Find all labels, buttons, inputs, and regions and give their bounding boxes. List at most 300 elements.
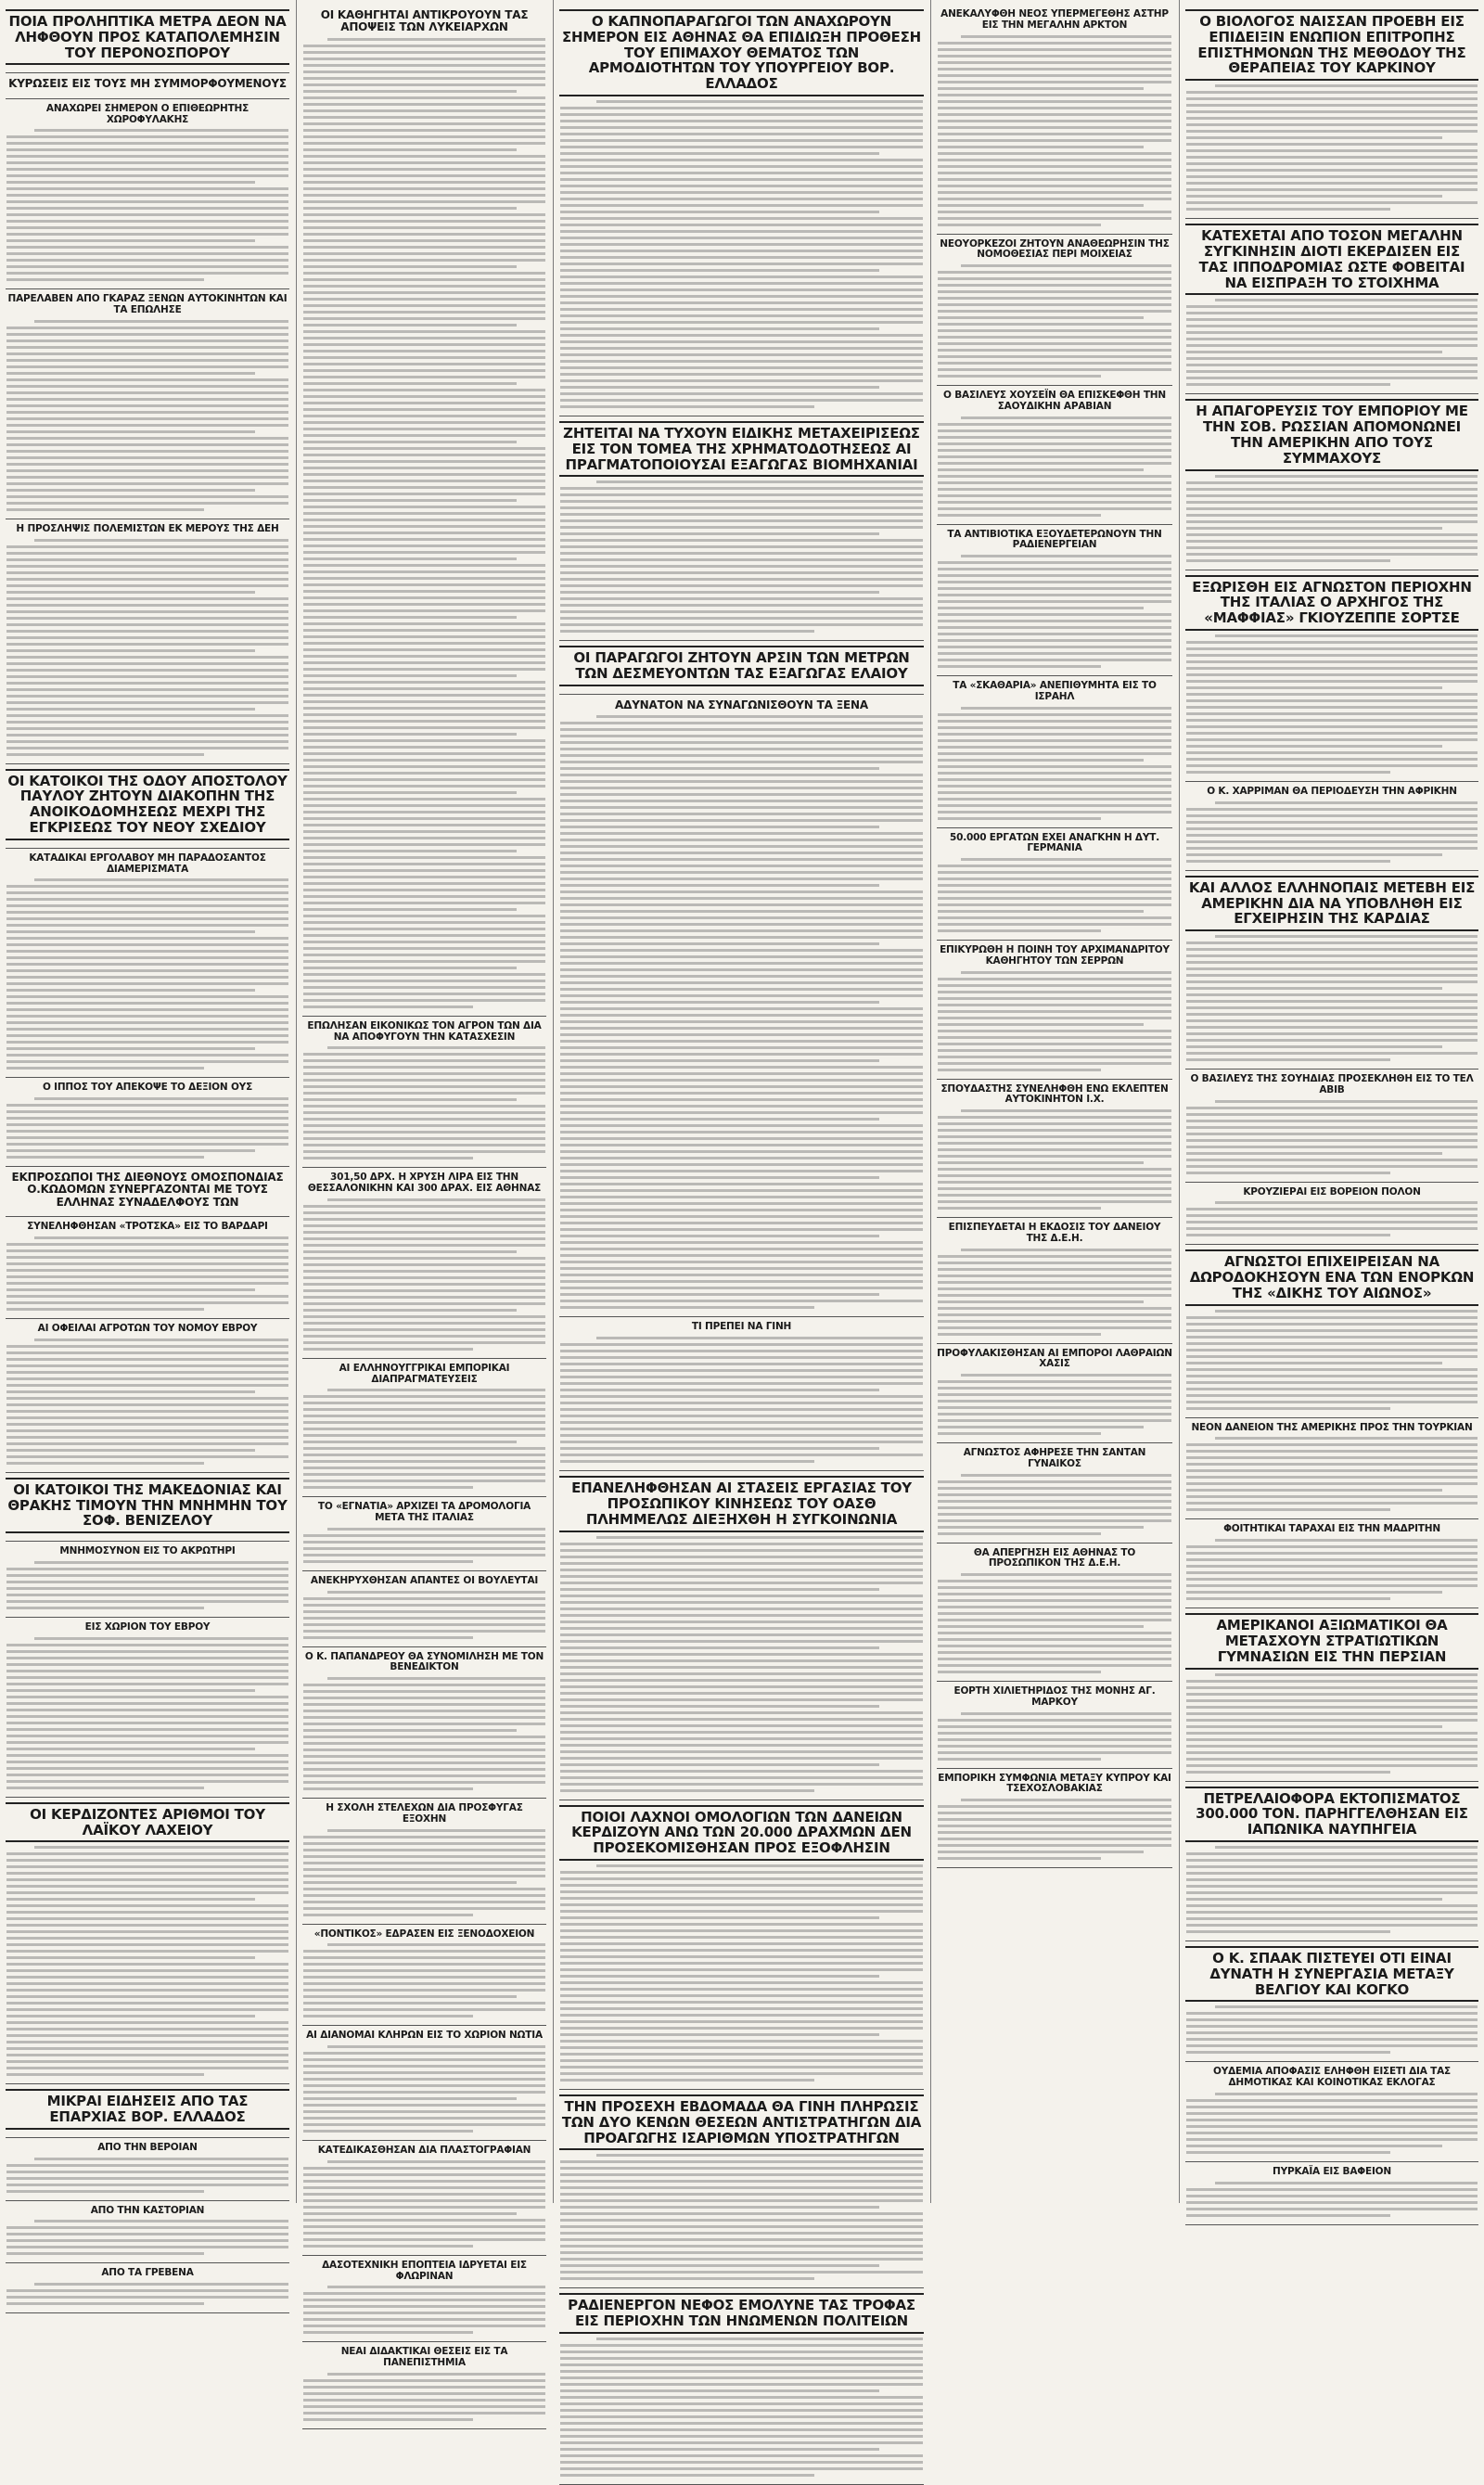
text-line xyxy=(303,869,545,872)
article-body xyxy=(302,1389,546,1489)
text-line xyxy=(560,399,923,402)
text-line xyxy=(961,1249,1171,1251)
text-line xyxy=(560,1280,923,1283)
text-line xyxy=(1186,123,1478,126)
text-line xyxy=(303,2186,545,2189)
text-line xyxy=(6,333,288,336)
text-line xyxy=(6,450,288,453)
text-line xyxy=(560,2441,923,2444)
text-line xyxy=(6,469,288,472)
article-separator xyxy=(302,1570,546,1571)
article-separator xyxy=(937,385,1172,386)
text-line xyxy=(560,1975,879,1978)
article-body xyxy=(937,1374,1172,1435)
text-line xyxy=(938,329,1171,332)
text-line xyxy=(303,772,545,775)
text-line xyxy=(303,583,545,586)
article-body xyxy=(937,858,1172,932)
article-headline: ΤΙ ΠΡΕΠΕΙ ΝΑ ΓΙΝΗ xyxy=(691,1321,792,1333)
text-line xyxy=(938,1313,1171,1316)
text-line xyxy=(560,224,923,226)
text-line xyxy=(560,2363,923,2366)
text-line xyxy=(303,785,545,788)
text-line xyxy=(6,2246,288,2248)
text-line xyxy=(560,1627,923,1630)
text-line xyxy=(1186,1139,1478,1142)
text-line xyxy=(303,2418,473,2421)
text-line xyxy=(560,1040,923,1043)
text-line xyxy=(6,272,288,275)
text-line xyxy=(327,2160,545,2163)
text-line xyxy=(1215,1846,1478,1849)
text-line xyxy=(6,1904,288,1907)
text-line xyxy=(303,733,517,736)
text-line xyxy=(303,570,545,573)
text-line xyxy=(560,198,923,200)
text-line xyxy=(560,1936,923,1939)
text-line xyxy=(6,2034,288,2037)
text-line xyxy=(303,681,545,684)
text-line xyxy=(303,850,517,852)
text-line xyxy=(560,2351,923,2353)
text-line xyxy=(303,304,545,307)
text-line xyxy=(560,1705,879,1708)
text-line xyxy=(303,609,545,612)
text-line xyxy=(303,1742,545,1745)
text-line xyxy=(303,1085,545,1088)
text-line xyxy=(560,1248,923,1250)
text-line xyxy=(938,100,1171,103)
text-line xyxy=(1186,1013,1478,1016)
text-line xyxy=(303,999,545,1002)
text-line xyxy=(6,643,288,646)
article-headline: ΕΙΣ ΧΩΡΙΟΝ ΤΟΥ ΕΒΡΟΥ xyxy=(84,1620,211,1633)
text-line xyxy=(1186,1904,1478,1907)
text-line xyxy=(560,1176,879,1179)
text-line xyxy=(938,1593,1171,1595)
text-line xyxy=(938,1586,1171,1589)
text-line xyxy=(938,785,1171,788)
article-headline: Ο ΒΑΣΙΛΕΥΣ ΤΗΣ ΣΟΥΗΔΙΑΣ ΠΡΟΣΕΚΛΗΘΗ ΕΙΣ ΤΟ ΤΕΛ ΑΒΙΒ xyxy=(1190,1073,1474,1095)
article xyxy=(302,1502,546,1563)
text-line xyxy=(303,1341,545,1344)
text-line xyxy=(1186,706,1478,709)
text-line xyxy=(560,1274,923,1276)
text-line xyxy=(560,2245,923,2248)
article-body xyxy=(1185,1539,1478,1600)
text-line xyxy=(938,1725,1171,1728)
text-line xyxy=(938,152,1171,155)
text-line xyxy=(1186,1591,1442,1594)
article-headline: ΤΟ «ΕΓΝΑΤΙΑ» ΑΡΧΙΖΕΙ ΤΑ ΔΡΟΜΟΛΟΓΙΑ ΜΕΤΑ ΤΗΣ ΙΤΑΛΙΑΣ xyxy=(317,1501,531,1524)
text-line xyxy=(6,669,288,672)
text-line xyxy=(560,1588,879,1591)
article-separator xyxy=(1185,1417,1478,1418)
text-line xyxy=(303,239,545,242)
text-line xyxy=(303,934,545,937)
text-line xyxy=(1186,1495,1478,1498)
text-line xyxy=(303,1554,545,1556)
text-line xyxy=(34,2220,288,2222)
text-line xyxy=(560,1653,923,1656)
text-line xyxy=(303,2091,545,2094)
article xyxy=(1185,2167,1478,2217)
article-separator xyxy=(6,2137,289,2138)
text-line xyxy=(303,1348,473,1351)
text-line xyxy=(938,1812,1171,1814)
text-line xyxy=(560,1267,923,1270)
text-line xyxy=(938,1612,1171,1615)
article-separator xyxy=(302,2025,546,2026)
text-line xyxy=(1186,987,1442,990)
text-line xyxy=(560,2160,923,2163)
text-line xyxy=(1186,1699,1478,1702)
text-line xyxy=(938,1043,1171,1045)
text-line xyxy=(560,728,923,731)
text-line xyxy=(303,493,545,495)
text-line xyxy=(938,1174,1171,1177)
text-line xyxy=(6,734,288,737)
text-line xyxy=(938,1732,1171,1735)
article-body xyxy=(559,1864,924,2082)
text-line xyxy=(938,1200,1171,1203)
text-line xyxy=(560,1916,879,1919)
text-line xyxy=(6,675,288,678)
text-line xyxy=(6,142,288,145)
text-line xyxy=(560,1150,923,1153)
text-line xyxy=(6,1930,288,1933)
text-line xyxy=(303,791,517,794)
text-line xyxy=(560,617,923,620)
text-line xyxy=(938,423,1171,426)
text-line xyxy=(1186,1597,1390,1600)
text-line xyxy=(6,1295,288,1298)
article-body xyxy=(937,35,1172,226)
text-line xyxy=(303,525,545,528)
article xyxy=(1185,1074,1478,1174)
text-line xyxy=(303,720,545,723)
article-separator xyxy=(559,2089,924,2090)
text-line xyxy=(303,1111,545,1114)
text-line xyxy=(560,1293,879,1296)
text-line xyxy=(303,2312,545,2314)
article-body xyxy=(1185,2093,1478,2154)
text-line xyxy=(938,929,1101,932)
text-line xyxy=(327,1046,545,1049)
text-line xyxy=(560,321,923,324)
text-line xyxy=(938,316,1144,319)
text-line xyxy=(560,1287,923,1289)
text-line xyxy=(303,64,545,67)
text-line xyxy=(938,1751,1171,1754)
text-line xyxy=(6,327,288,329)
text-line xyxy=(938,146,1144,148)
text-line xyxy=(560,826,879,828)
text-line xyxy=(303,746,545,749)
text-line xyxy=(938,910,1144,913)
article xyxy=(6,1546,289,1609)
text-line xyxy=(560,767,879,770)
text-line xyxy=(6,278,204,281)
text-line xyxy=(6,1969,288,1972)
text-line xyxy=(938,159,1171,161)
text-line xyxy=(560,1059,879,1062)
article-body xyxy=(937,1249,1172,1336)
text-line xyxy=(560,133,923,135)
text-line xyxy=(1186,771,1390,774)
article-headline: ΘΑ ΑΠΕΡΓΗΣΗ ΕΙΣ ΑΘΗΝΑΣ ΤΟ ΠΡΟΣΩΠΙΚΟΝ ΤΗΣ Δ.Ε.Η. xyxy=(973,1546,1136,1569)
text-line xyxy=(560,2206,879,2209)
text-line xyxy=(1186,758,1478,761)
article-headline: ΤΑ «ΣΚΑΘΑΡΙΑ» ΑΝΕΠΙΘΥΜΗΤΑ ΕΙΣ ΤΟ ΙΣΡΑΗΛ xyxy=(953,680,1157,702)
text-line xyxy=(303,467,545,469)
article xyxy=(6,1622,289,1789)
article-body xyxy=(1185,1100,1478,1174)
text-line xyxy=(6,404,288,407)
text-line xyxy=(938,1129,1171,1132)
text-line xyxy=(560,1033,923,1036)
text-line xyxy=(938,1148,1171,1151)
text-line xyxy=(303,2219,545,2222)
article-headline: ΠΑΡΕΛΑΒΕΝ ΑΠΟ ΓΚΑΡΑΖ ΞΕΝΩΝ ΑΥΤΟΚΙΝΗΤΩΝ ΚΑΙ ΤΑ ΕΠΩΛΗΣΕ xyxy=(7,293,288,316)
text-line xyxy=(6,207,288,210)
text-line xyxy=(6,1249,288,1252)
text-line xyxy=(961,707,1171,710)
text-line xyxy=(1186,481,1478,484)
article-separator xyxy=(559,2287,924,2288)
text-line xyxy=(1186,1126,1478,1129)
text-line xyxy=(1186,1545,1478,1548)
text-line xyxy=(303,596,545,599)
text-line xyxy=(1186,1026,1478,1029)
text-line xyxy=(938,581,1171,583)
text-line xyxy=(303,915,545,917)
article-body xyxy=(6,1236,289,1311)
text-line xyxy=(303,2405,545,2408)
text-line xyxy=(303,694,545,697)
text-line xyxy=(6,2171,288,2173)
text-line xyxy=(1186,1686,1478,1689)
text-line xyxy=(938,1004,1171,1006)
text-line xyxy=(303,1486,473,1489)
text-line xyxy=(6,649,255,652)
text-line xyxy=(6,995,288,998)
text-line xyxy=(6,898,288,901)
text-line xyxy=(560,139,923,142)
text-line xyxy=(938,342,1171,345)
article xyxy=(6,78,289,90)
text-line xyxy=(1186,725,1478,728)
article-headline: ΑΓΝΩΣΤΟΙ ΕΠΙΧΕΙΡΕΙΣΑΝ ΝΑ ΔΩΡΟΔΟΚΗΣΟΥΝ ΕΝΑ ΤΩΝ ΕΝΟΡΚΩΝ ΤΗΣ «ΔΙΚΗΣ ΤΟΥ ΑΙΩΝΟΣ» xyxy=(1185,1249,1478,1305)
text-line xyxy=(938,1017,1171,1019)
text-line xyxy=(6,662,288,665)
text-line xyxy=(560,1118,879,1121)
text-line xyxy=(303,311,545,314)
text-line xyxy=(303,519,545,521)
article-body xyxy=(1185,2005,1478,2054)
text-line xyxy=(1186,540,1478,543)
text-line xyxy=(1215,801,1478,804)
text-line xyxy=(560,146,923,148)
article-separator xyxy=(937,1343,1172,1344)
text-line xyxy=(938,984,1171,987)
text-line xyxy=(560,1955,923,1958)
text-line xyxy=(560,217,923,220)
text-line xyxy=(560,1711,923,1714)
article-body xyxy=(6,320,289,511)
text-line xyxy=(6,372,255,375)
text-line xyxy=(303,1118,545,1121)
text-line xyxy=(938,436,1171,439)
article-separator xyxy=(937,940,1172,941)
text-line xyxy=(6,2184,288,2186)
text-line xyxy=(938,303,1171,306)
text-line xyxy=(938,1493,1171,1496)
text-line xyxy=(560,282,923,285)
text-line xyxy=(1186,2012,1478,2015)
text-line xyxy=(938,1161,1144,1164)
text-line xyxy=(560,237,923,239)
text-line xyxy=(560,1601,923,1604)
text-line xyxy=(938,1638,1171,1641)
text-line xyxy=(560,1595,923,1597)
text-line xyxy=(560,1111,923,1114)
text-line xyxy=(938,323,1171,326)
text-line xyxy=(6,1117,288,1120)
text-line xyxy=(303,1066,545,1069)
article xyxy=(937,833,1172,933)
text-line xyxy=(6,630,288,633)
text-line xyxy=(560,1903,923,1906)
text-line xyxy=(938,1671,1101,1673)
text-line xyxy=(303,499,517,502)
article-headline: ΚΑΤΑΔΙΚΑΙ ΕΡΓΟΛΑΒΟΥ ΜΗ ΠΑΡΑΔΟΣΑΝΤΟΣ ΔΙΑΜΕΡΙΣΜΑΤΑ xyxy=(29,852,266,875)
text-line xyxy=(560,1929,923,1932)
text-line xyxy=(1186,514,1478,517)
text-line xyxy=(560,1692,923,1695)
text-line xyxy=(303,1402,545,1404)
text-line xyxy=(6,714,288,717)
text-line xyxy=(560,1343,923,1346)
text-line xyxy=(6,747,288,749)
text-line xyxy=(560,1369,923,1372)
text-line xyxy=(303,1205,545,1208)
text-line xyxy=(303,1768,545,1771)
text-line xyxy=(560,1306,814,1309)
text-line xyxy=(938,561,1171,564)
text-line xyxy=(1186,312,1478,314)
text-line xyxy=(938,1326,1171,1329)
text-line xyxy=(303,363,545,365)
article-separator xyxy=(302,1496,546,1497)
article xyxy=(1185,399,1478,561)
text-line xyxy=(1186,1891,1478,1894)
text-line xyxy=(938,1818,1171,1821)
text-line xyxy=(1186,1463,1478,1466)
text-line xyxy=(596,715,923,718)
article-body xyxy=(937,1109,1172,1210)
text-line xyxy=(596,480,923,483)
text-line xyxy=(938,481,1171,484)
text-line xyxy=(938,613,1171,616)
text-line xyxy=(6,1943,288,1946)
text-line xyxy=(1186,1571,1478,1574)
text-line xyxy=(303,213,545,216)
article-body xyxy=(6,539,289,756)
text-line xyxy=(303,642,545,645)
text-line xyxy=(303,759,545,762)
text-line xyxy=(560,1910,923,1913)
text-line xyxy=(560,845,923,848)
text-line xyxy=(6,682,288,685)
text-line xyxy=(560,1679,923,1682)
article-headline: ΝΕΟΝ ΔΑΝΕΙΟΝ ΤΗΣ ΑΜΕΡΙΚΗΣ ΠΡΟΣ ΤΗΝ ΤΟΥΡΚΙΑΝ xyxy=(1191,1421,1473,1433)
text-line xyxy=(34,1637,288,1640)
text-line xyxy=(303,941,545,943)
text-line xyxy=(1186,641,1478,644)
text-line xyxy=(1186,2201,1478,2204)
text-line xyxy=(560,852,923,854)
text-line xyxy=(303,544,545,547)
text-line xyxy=(6,213,288,216)
article-body xyxy=(302,1943,546,2017)
text-line xyxy=(303,259,545,262)
text-line xyxy=(6,982,288,985)
text-line xyxy=(303,330,545,333)
text-line xyxy=(560,539,923,542)
text-line xyxy=(6,1301,288,1304)
article-body xyxy=(937,1799,1172,1860)
text-line xyxy=(560,955,923,958)
text-line xyxy=(6,558,288,561)
text-line xyxy=(1186,520,1478,523)
text-line xyxy=(1186,2138,1478,2141)
text-line xyxy=(6,571,288,574)
text-line xyxy=(938,620,1171,622)
text-line xyxy=(6,1587,288,1590)
text-line xyxy=(303,824,545,826)
text-line xyxy=(303,1092,545,1095)
text-line xyxy=(1215,1437,1478,1440)
article xyxy=(937,391,1172,517)
text-line xyxy=(303,2078,545,2081)
text-line xyxy=(6,2047,288,2050)
text-line xyxy=(1186,827,1478,830)
text-line xyxy=(938,1805,1171,1808)
article-separator xyxy=(937,1442,1172,1443)
text-line xyxy=(938,1519,1171,1522)
text-line xyxy=(560,545,923,548)
text-line xyxy=(6,1021,288,1024)
text-line xyxy=(560,1014,923,1017)
article-separator xyxy=(1185,393,1478,394)
article xyxy=(302,1364,546,1490)
article-headline: Η ΠΡΟΣΛΗΨΙΣ ΠΟΛΕΜΙΣΤΩΝ ΕΚ ΜΕΡΟΥΣ ΤΗΣ ΔΕΗ xyxy=(16,522,279,534)
text-line xyxy=(938,916,1171,919)
text-line xyxy=(961,1374,1171,1377)
text-line xyxy=(303,629,545,632)
text-line xyxy=(938,1030,1171,1032)
text-line xyxy=(303,902,545,904)
article-separator xyxy=(302,1646,546,1647)
article xyxy=(302,1172,546,1351)
text-line xyxy=(938,897,1171,900)
article xyxy=(6,853,289,1070)
text-line xyxy=(560,1007,923,1010)
text-line xyxy=(1186,660,1478,663)
text-line xyxy=(6,1644,288,1646)
text-line xyxy=(303,1755,545,1758)
